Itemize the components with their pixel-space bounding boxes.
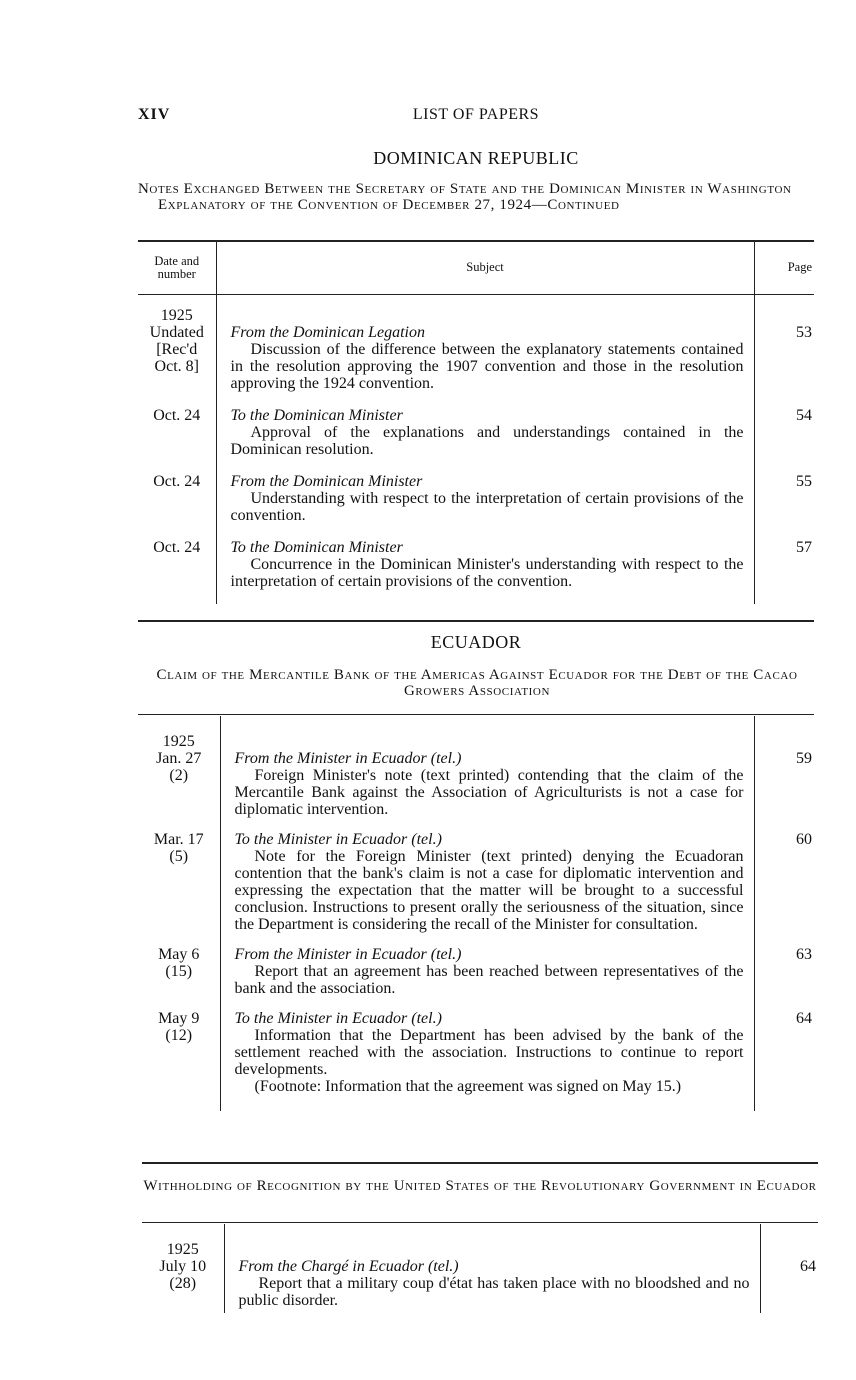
date-cell	[138, 294, 216, 392]
subject-cell	[220, 933, 754, 997]
page-ref: 57	[754, 524, 814, 604]
date-line: [Rec'd	[156, 340, 198, 358]
subject-cell	[220, 997, 754, 1111]
date-line: May 6	[158, 946, 200, 963]
table-row	[138, 294, 814, 392]
date-line: 1925	[160, 306, 193, 324]
entry-description: Note for the Foreign Minister (text printed) denying the Ecuadoran contention that the bank's claim is not a case for diplomatic intervention and expressing the expectation that the matter will be brought to a successful conclusion. Instructions to present orally the seriousness of the situation, since the Department is considering the recall of the Minister for consultation.	[234, 848, 744, 933]
subject-cell	[220, 818, 754, 933]
section-title: Withholding of Recognition by the United States of the Revolutionary Government in Ecuador	[143, 1178, 817, 1194]
subject-cell	[220, 716, 754, 818]
date-line: Oct. 24	[153, 472, 201, 490]
date-line: Oct. 8]	[154, 357, 199, 375]
column-header-date: Date and number	[138, 242, 216, 294]
entry-heading: From the Chargé in Ecuador (tel.)	[238, 1258, 459, 1275]
date-line: Oct. 24	[153, 406, 201, 424]
running-head	[138, 106, 814, 128]
table-row	[142, 1224, 818, 1313]
table-bottom-rule	[138, 620, 814, 622]
date-line: Undated	[149, 323, 204, 341]
subject-cell	[216, 524, 754, 604]
date-line: (15)	[165, 963, 193, 980]
page-ref: 64	[754, 997, 814, 1111]
date-line: 1925	[166, 1241, 199, 1258]
subject-cell	[216, 392, 754, 458]
table-row	[138, 818, 814, 933]
table-row	[138, 392, 814, 458]
date-cell	[138, 458, 216, 524]
date-line: Mar. 17	[153, 831, 204, 848]
date-line: (5)	[169, 848, 189, 865]
table-row	[138, 933, 814, 997]
section-title: Claim of the Mercantile Bank of the Americas Against Ecuador for the Debt of the Cacao Growers Association	[156, 667, 798, 699]
page-ref: 54	[754, 392, 814, 458]
entry-heading: From the Minister in Ecuador (tel.)	[234, 750, 462, 767]
entry-description: Understanding with respect to the interpretation of certain provisions of the convention.	[230, 489, 744, 524]
entry-heading: To the Dominican Minister	[230, 406, 403, 424]
date-cell	[138, 392, 216, 458]
date-line: May 9	[158, 1010, 200, 1027]
date-cell	[138, 997, 220, 1111]
entry-heading: To the Minister in Ecuador (tel.)	[234, 1010, 442, 1027]
column-header-page: Page	[754, 242, 814, 294]
papers-table	[138, 716, 814, 1111]
table-row	[138, 524, 814, 604]
page-number: XIV	[138, 106, 171, 123]
country-heading: DOMINICAN REPUBLIC	[373, 148, 579, 168]
entry-heading: From the Minister in Ecuador (tel.)	[234, 946, 462, 963]
entry-description: Report that an agreement has been reached between representatives of the bank and the association.	[234, 963, 744, 997]
date-line: (2)	[169, 767, 189, 784]
table-row	[138, 997, 814, 1111]
page-ref: 53	[754, 294, 814, 392]
table-bottom-rule	[142, 1162, 818, 1164]
page-ref: 55	[754, 458, 814, 524]
entry-heading: From the Dominican Minister	[230, 472, 423, 490]
page-ref: 63	[754, 933, 814, 997]
entry-description: Information that the Department has been advised by the bank of the settlement reached with the association. Instructions to continue to report developments.	[234, 1027, 744, 1078]
entry-footnote: (Footnote: Information that the agreement was signed on May 15.)	[254, 1078, 682, 1095]
section-title: Notes Exchanged Between the Secretary of State and the Dominican Minister in Washington Explanatory of the Convention of December 27, 1924—Continued	[138, 181, 792, 213]
date-line: 1925	[162, 733, 195, 750]
date-line: Jan. 27	[156, 750, 202, 767]
date-cell	[138, 933, 220, 997]
date-line: July 10	[159, 1258, 207, 1275]
table-row	[138, 458, 814, 524]
papers-table	[142, 1224, 818, 1313]
entry-description: Approval of the explanations and understandings contained in the Dominican resolution.	[230, 423, 744, 458]
date-cell	[138, 818, 220, 933]
running-title: LIST OF PAPERS	[412, 106, 540, 123]
subject-cell	[216, 294, 754, 392]
date-cell	[138, 716, 220, 818]
page-ref: 60	[754, 818, 814, 933]
entry-description: Discussion of the difference between the explanatory statements contained in the resolution approving the 1907 convention and those in the resolution approving the 1924 convention.	[230, 340, 744, 392]
table-top-rule	[142, 1222, 818, 1223]
date-line: Oct. 24	[153, 538, 201, 556]
date-cell	[142, 1224, 224, 1313]
subject-cell	[216, 458, 754, 524]
country-heading: ECUADOR	[430, 632, 522, 652]
entry-description: Foreign Minister's note (text printed) contending that the claim of the Mercantile Bank against the Association of Agriculturists is not a case for diplomatic intervention.	[234, 767, 744, 818]
page-ref: 64	[760, 1224, 818, 1313]
page-ref: 59	[754, 716, 814, 818]
entry-heading: From the Dominican Legation	[230, 323, 425, 341]
table-top-rule	[138, 714, 814, 715]
entry-description: Report that a military coup d'état has taken place with no bloodshed and no public disorder.	[238, 1275, 750, 1309]
table-row	[138, 716, 814, 818]
papers-table	[138, 242, 814, 604]
column-header-row	[138, 242, 814, 294]
date-line: (12)	[165, 1027, 193, 1044]
date-line: (28)	[169, 1275, 197, 1292]
subject-cell	[224, 1224, 760, 1313]
entry-heading: To the Minister in Ecuador (tel.)	[234, 831, 442, 848]
entry-heading: To the Dominican Minister	[230, 538, 403, 556]
date-cell	[138, 524, 216, 604]
column-header-subject: Subject	[216, 242, 754, 294]
entry-description: Concurrence in the Dominican Minister's understanding with respect to the interpretation of certain provisions of the convention.	[230, 555, 744, 590]
